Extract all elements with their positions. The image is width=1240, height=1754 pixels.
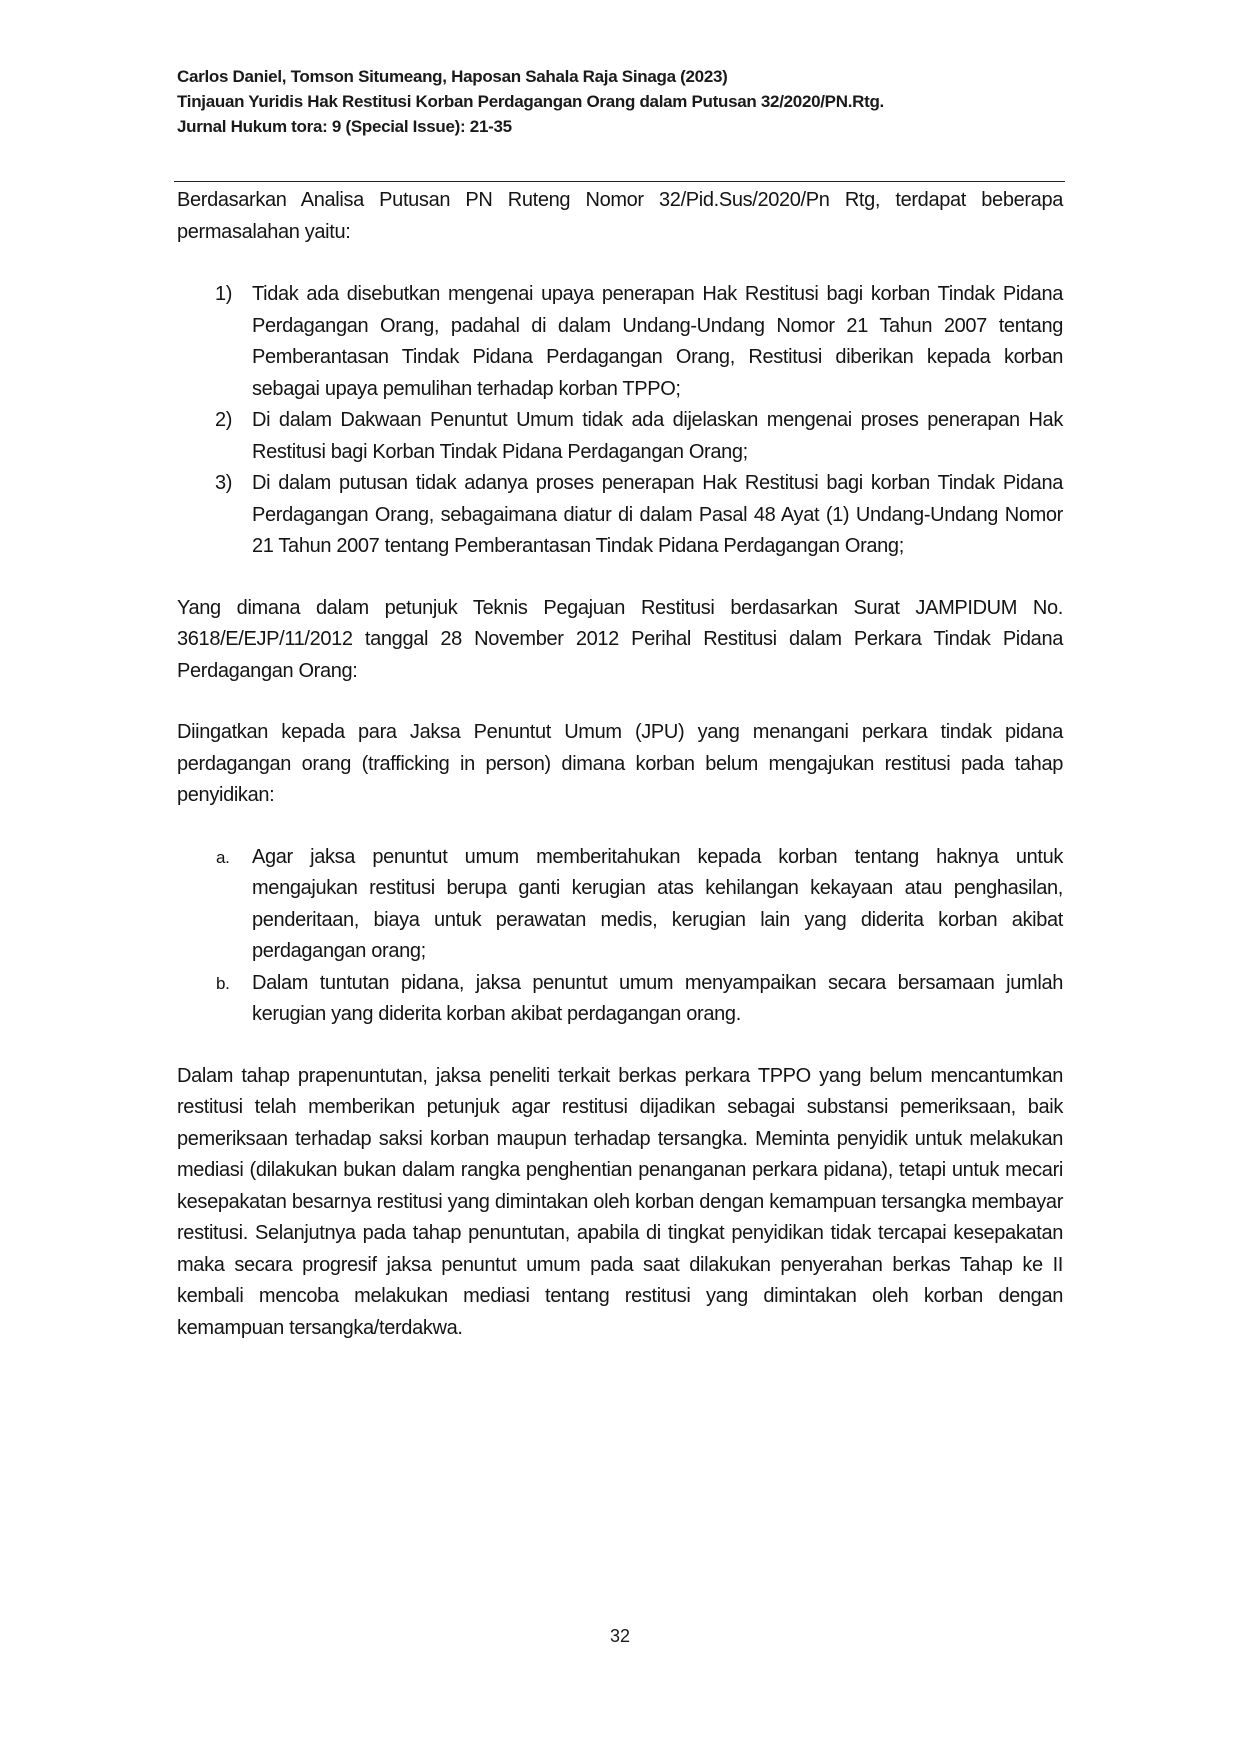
page-body <box>177 185 1063 1344</box>
list-item <box>177 968 1063 1031</box>
prapenuntutan-paragraph: Dalam tahap prapenuntutan, jaksa peneliti terkait berkas perkara TPPO yang belum mencantumkan restitusi telah memberikan petunjuk agar restitusi dijadikan sebagai substansi pemeriksaan, baik pemeriksaan terhadap saksi korban maupun terhadap tersangka. Meminta penyidik untuk melakukan mediasi (dilakukan bukan dalam rangka penghentian penanganan perkara pidana), tetapi untuk mecari kesepakatan besarnya restitusi yang dimintakan oleh korban dengan kemampuan tersangka membayar restitusi. Selanjutnya pada tahap penuntutan, apabila di tingkat penyidikan tidak tercapai kesepakatan maka secara progresif jaksa penuntut umum pada saat dilakukan penyerahan berkas Tahap ke II kembali mencoba melakukan mediasi tentang restitusi yang dimintakan oleh korban dengan kemampuan tersangka/terdakwa. <box>177 1064 1063 1339</box>
list-item-text: Di dalam Dakwaan Penuntut Umum tidak ada dijelaskan mengenai proses penerapan Hak Restitusi bagi Korban Tindak Pidana Perdagangan Orang; <box>252 409 1063 463</box>
spacer <box>177 687 1063 717</box>
jampidum-paragraph: Yang dimana dalam petunjuk Teknis Pegajuan Restitusi berdasarkan Surat JAMPIDUM No. 3618/E/EJP/11/2012 tanggal 28 November 2012 Perihal Restitusi dalam Perkara Tindak Pidana Perdagangan Orang: <box>177 596 1063 682</box>
jpu-paragraph: Diingatkan kepada para Jaksa Penuntut Umum (JPU) yang menangani perkara tindak pidana perdagangan orang (trafficking in person) dimana korban belum mengajukan restitusi pada tahap penyidikan: <box>177 721 1063 806</box>
header-journal-citation: Jurnal Hukum tora: 9 (Special Issue): 21-35 <box>177 117 512 136</box>
list-marker: 3) <box>215 472 233 494</box>
list-marker: b. <box>216 973 230 993</box>
problems-list <box>177 279 1063 563</box>
spacer <box>177 1031 1063 1061</box>
list-item-text: Dalam tuntutan pidana, jaksa penuntut umum menyampaikan secara bersamaan jumlah kerugian yang diderita korban akibat perdagangan orang. <box>252 971 1063 1025</box>
list-item <box>177 468 1063 563</box>
list-marker: 1) <box>215 283 233 305</box>
list-item <box>177 842 1063 968</box>
list-item-text: Agar jaksa penuntut umum memberitahukan kepada korban tentang haknya untuk mengajukan restitusi berupa ganti kerugian atas kehilangan kekayaan atau penghasilan, penderitaan, biaya untuk perawatan medis, kerugian lain yang diderita korban akibat perdagangan orang; <box>252 845 1063 962</box>
instructions-list <box>177 842 1063 1031</box>
list-item <box>177 405 1063 468</box>
spacer <box>177 248 1063 279</box>
running-header <box>177 64 1067 139</box>
spacer <box>177 812 1063 842</box>
spacer <box>177 563 1063 593</box>
page-number: 32 <box>609 1626 631 1646</box>
header-article-title: Tinjauan Yuridis Hak Restitusi Korban Perdagangan Orang dalam Putusan 32/2020/PN.Rtg. <box>177 92 884 111</box>
list-item <box>177 279 1063 405</box>
list-item-text: Tidak ada disebutkan mengenai upaya penerapan Hak Restitusi bagi korban Tindak Pidana Perdagangan Orang, padahal di dalam Undang-Undang Nomor 21 Tahun 2007 tentang Pemberantasan Tindak Pidana Perdagangan Orang, Restitusi diberikan kepada korban sebagai upaya pemulihan terhadap korban TPPO; <box>252 283 1063 400</box>
header-divider <box>174 181 1065 182</box>
list-marker: a. <box>216 847 230 867</box>
intro-paragraph: Berdasarkan Analisa Putusan PN Ruteng Nomor 32/Pid.Sus/2020/Pn Rtg, terdapat beberapa permasalahan yaitu: <box>177 189 1063 243</box>
list-marker: 2) <box>215 409 233 431</box>
header-authors: Carlos Daniel, Tomson Situmeang, Haposan Sahala Raja Sinaga (2023) <box>177 67 728 86</box>
list-item-text: Di dalam putusan tidak adanya proses penerapan Hak Restitusi bagi korban Tindak Pidana Perdagangan Orang, sebagaimana diatur di dalam Pasal 48 Ayat (1) Undang-Undang Nomor 21 Tahun 2007 tentang Pemberantasan Tindak Pidana Perdagangan Orang; <box>252 472 1063 557</box>
